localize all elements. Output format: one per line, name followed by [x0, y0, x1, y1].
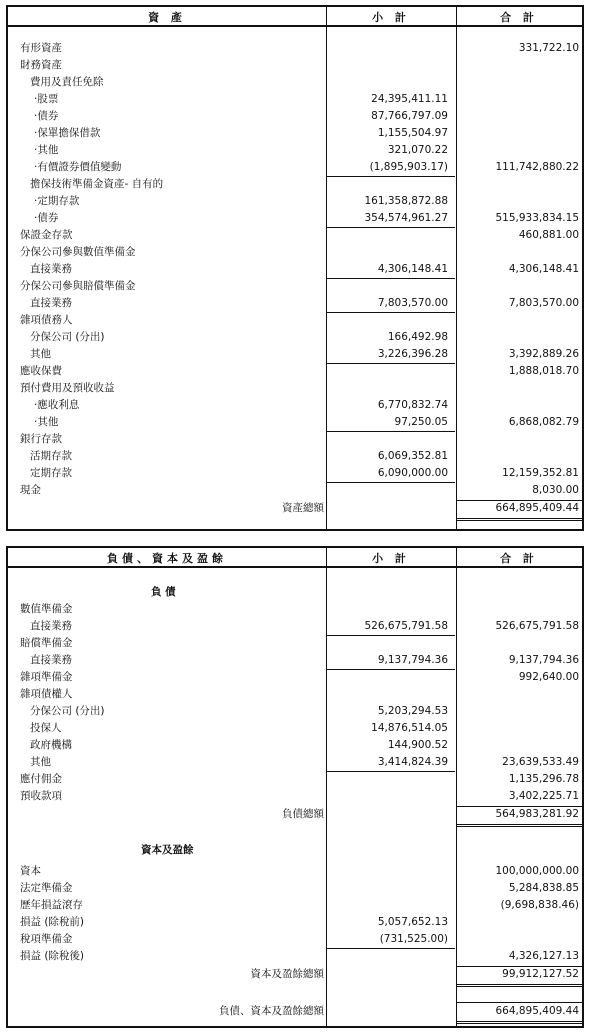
- liability-row: [8, 635, 582, 652]
- row-label: 直接業務: [30, 297, 72, 309]
- row-label: 保證金存款: [20, 229, 73, 241]
- asset-row: [8, 482, 582, 499]
- row-subtotal: 321,070.22: [387, 144, 448, 156]
- row-label: 雜項準備金: [20, 671, 73, 683]
- total-double-rule: [456, 824, 582, 825]
- row-subtotal: 9,137,794.36: [377, 654, 448, 666]
- row-label: 直接業務: [30, 263, 72, 275]
- row-label: ‧債券: [34, 110, 59, 122]
- row-label: 損益 (除稅後): [20, 950, 85, 962]
- header-item: 負債、資本及盈餘: [107, 552, 227, 565]
- capital-row: [8, 948, 582, 965]
- section-heading-label: 資本及盈餘: [141, 844, 194, 856]
- row-label: 費用及責任免除: [30, 76, 104, 88]
- row-subtotal: 6,069,352.81: [377, 450, 448, 462]
- asset-row: [8, 74, 582, 91]
- row-subtotal: 354,574,961.27: [364, 212, 448, 224]
- row-subtotal: 5,203,294.53: [377, 705, 448, 717]
- assets-table: [6, 5, 584, 531]
- row-subtotal: 3,226,396.28: [377, 348, 448, 360]
- liabilities-capital-table: [6, 546, 584, 1028]
- row-subtotal: 87,766,797.09: [371, 110, 448, 122]
- row-label: 賠償準備金: [20, 637, 73, 649]
- asset-row: [8, 312, 582, 329]
- row-total: 7,803,570.00: [508, 297, 579, 309]
- liabilities-grand-total-row: [8, 1003, 582, 1020]
- assets-grand-total-row: [8, 500, 582, 517]
- row-total: (9,698,838.46): [500, 899, 579, 911]
- asset-row: [8, 414, 582, 431]
- asset-row: [8, 159, 582, 176]
- row-subtotal: 526,675,791.58: [364, 620, 448, 632]
- liability-row: [8, 618, 582, 635]
- total-value: 664,895,409.44: [495, 502, 579, 514]
- row-label: ‧其他: [34, 416, 59, 428]
- asset-row: [8, 346, 582, 363]
- row-label: 雜項債務人: [20, 314, 73, 326]
- row-subtotal: (731,525.00): [379, 933, 448, 945]
- asset-row: [8, 448, 582, 465]
- asset-row: [8, 363, 582, 380]
- row-label: 有形資產: [20, 42, 62, 54]
- total-label: 資產總額: [282, 502, 324, 514]
- asset-row: [8, 261, 582, 278]
- row-label: 現金: [20, 484, 41, 496]
- capital-row: [8, 931, 582, 948]
- liabilities-header-row: [8, 548, 582, 568]
- row-label: ‧保單擔保借款: [34, 127, 101, 139]
- liabilities-total-row: [8, 806, 582, 823]
- liability-row: [8, 754, 582, 771]
- asset-row: [8, 40, 582, 57]
- row-total: 6,868,082.79: [508, 416, 579, 428]
- row-subtotal: (1,895,903.17): [369, 161, 448, 173]
- asset-row: [8, 431, 582, 448]
- asset-row: [8, 125, 582, 142]
- row-label: 稅項準備金: [20, 933, 73, 945]
- asset-row: [8, 142, 582, 159]
- liabilities-heading: [8, 584, 582, 601]
- row-total: 8,030.00: [532, 484, 579, 496]
- asset-row: [8, 397, 582, 414]
- row-subtotal: 1,155,504.97: [377, 127, 448, 139]
- row-label: ‧股票: [34, 93, 59, 105]
- row-total: 100,000,000.00: [495, 865, 579, 877]
- liability-row: [8, 652, 582, 669]
- row-total: 331,722.10: [518, 42, 579, 54]
- asset-row: [8, 465, 582, 482]
- capital-row: [8, 897, 582, 914]
- total-double-rule: [456, 984, 582, 985]
- row-label: 分保公司 (分出): [30, 331, 105, 343]
- row-label: 雜項債權人: [20, 688, 73, 700]
- row-subtotal: 7,803,570.00: [377, 297, 448, 309]
- total-value: 564,983,281.92: [495, 808, 579, 820]
- row-label: 銀行存款: [20, 433, 62, 445]
- row-total: 526,675,791.58: [495, 620, 579, 632]
- row-subtotal: 6,770,832.74: [377, 399, 448, 411]
- header-total: 合 計: [500, 11, 538, 24]
- total-double-rule: [456, 1021, 582, 1022]
- asset-row: [8, 108, 582, 125]
- row-label: 分保公司 (分出): [30, 705, 105, 717]
- assets-header-row: [8, 7, 582, 27]
- row-label: ‧定期存款: [34, 195, 80, 207]
- row-total: 1,135,296.78: [508, 773, 579, 785]
- row-total: 111,742,880.22: [495, 161, 579, 173]
- row-label: 財務資產: [20, 59, 62, 71]
- total-double-rule: [456, 520, 582, 521]
- row-total: 515,933,834.15: [495, 212, 579, 224]
- row-label: ‧應收利息: [34, 399, 80, 411]
- asset-row: [8, 227, 582, 244]
- row-label: 投保人: [30, 722, 62, 734]
- row-total: 1,888,018.70: [508, 365, 579, 377]
- capital-heading: [8, 842, 582, 859]
- row-label: 直接業務: [30, 620, 72, 632]
- liability-row: [8, 720, 582, 737]
- asset-row: [8, 176, 582, 193]
- row-label: 分保公司參與賠償準備金: [20, 280, 136, 292]
- row-label: 預收款項: [20, 790, 62, 802]
- liability-row: [8, 703, 582, 720]
- liability-row: [8, 737, 582, 754]
- row-subtotal: 5,057,652.13: [377, 916, 448, 928]
- row-label: 應收保費: [20, 365, 62, 377]
- row-label: 資本: [20, 865, 41, 877]
- row-label: ‧債券: [34, 212, 59, 224]
- row-label: 其他: [30, 756, 51, 768]
- liability-row: [8, 788, 582, 805]
- row-total: 460,881.00: [518, 229, 579, 241]
- liability-row: [8, 601, 582, 618]
- row-subtotal: 4,306,148.41: [377, 263, 448, 275]
- total-label: 資本及盈餘總額: [250, 968, 324, 980]
- asset-row: [8, 278, 582, 295]
- total-double-rule: [456, 986, 582, 987]
- asset-row: [8, 91, 582, 108]
- row-total: 5,284,838.85: [508, 882, 579, 894]
- row-label: 損益 (除稅前): [20, 916, 85, 928]
- row-label: 其他: [30, 348, 51, 360]
- capital-total-row: [8, 966, 582, 983]
- subtotal-rule: [326, 948, 455, 949]
- row-subtotal: 161,358,872.88: [364, 195, 448, 207]
- row-label: 歷年損益滾存: [20, 899, 83, 911]
- row-label: 擔保技術準備金資產- 自有的: [30, 178, 164, 190]
- section-heading-label: 負 債: [151, 586, 176, 598]
- total-value: 664,895,409.44: [495, 1005, 579, 1017]
- total-value: 99,912,127.52: [502, 968, 579, 980]
- header-item: 資 產: [148, 11, 186, 24]
- header-total: 合 計: [500, 552, 538, 565]
- asset-row: [8, 210, 582, 227]
- capital-row: [8, 880, 582, 897]
- asset-row: [8, 329, 582, 346]
- row-total: 9,137,794.36: [508, 654, 579, 666]
- row-label: 直接業務: [30, 654, 72, 666]
- header-subtotal: 小 計: [372, 11, 410, 24]
- liability-row: [8, 771, 582, 788]
- row-label: 應付佣金: [20, 773, 62, 785]
- row-label: ‧其他: [34, 144, 59, 156]
- row-total: 12,159,352.81: [502, 467, 579, 479]
- asset-row: [8, 295, 582, 312]
- capital-row: [8, 863, 582, 880]
- asset-row: [8, 380, 582, 397]
- row-subtotal: 97,250.05: [394, 416, 448, 428]
- row-label: 數值準備金: [20, 603, 73, 615]
- row-label: 預付費用及預收收益: [20, 382, 115, 394]
- total-label: 負債、資本及盈餘總額: [219, 1005, 324, 1017]
- asset-row: [8, 57, 582, 74]
- total-double-rule: [456, 518, 582, 519]
- total-double-rule: [456, 1023, 582, 1024]
- row-label: 政府機構: [30, 739, 72, 751]
- row-subtotal: 3,414,824.39: [377, 756, 448, 768]
- total-double-rule: [456, 826, 582, 827]
- row-label: 定期存款: [30, 467, 72, 479]
- row-subtotal: 6,090,000.00: [377, 467, 448, 479]
- row-total: 3,392,889.26: [508, 348, 579, 360]
- row-subtotal: 144,900.52: [387, 739, 448, 751]
- asset-row: [8, 244, 582, 261]
- header-subtotal: 小 計: [372, 552, 410, 565]
- row-label: 分保公司參與數值準備金: [20, 246, 136, 258]
- row-subtotal: 24,395,411.11: [371, 93, 448, 105]
- row-label: ‧有價證券價值變動: [34, 161, 122, 173]
- row-total: 992,640.00: [518, 671, 579, 683]
- total-label: 負債總額: [282, 808, 324, 820]
- row-total: 4,326,127.13: [508, 950, 579, 962]
- liability-row: [8, 686, 582, 703]
- row-total: 3,402,225.71: [508, 790, 579, 802]
- row-subtotal: 14,876,514.05: [371, 722, 448, 734]
- asset-row: [8, 193, 582, 210]
- row-subtotal: 166,492.98: [387, 331, 448, 343]
- row-label: 活期存款: [30, 450, 72, 462]
- row-total: 4,306,148.41: [508, 263, 579, 275]
- row-label: 法定準備金: [20, 882, 73, 894]
- capital-row: [8, 914, 582, 931]
- row-total: 23,639,533.49: [502, 756, 579, 768]
- liability-row: [8, 669, 582, 686]
